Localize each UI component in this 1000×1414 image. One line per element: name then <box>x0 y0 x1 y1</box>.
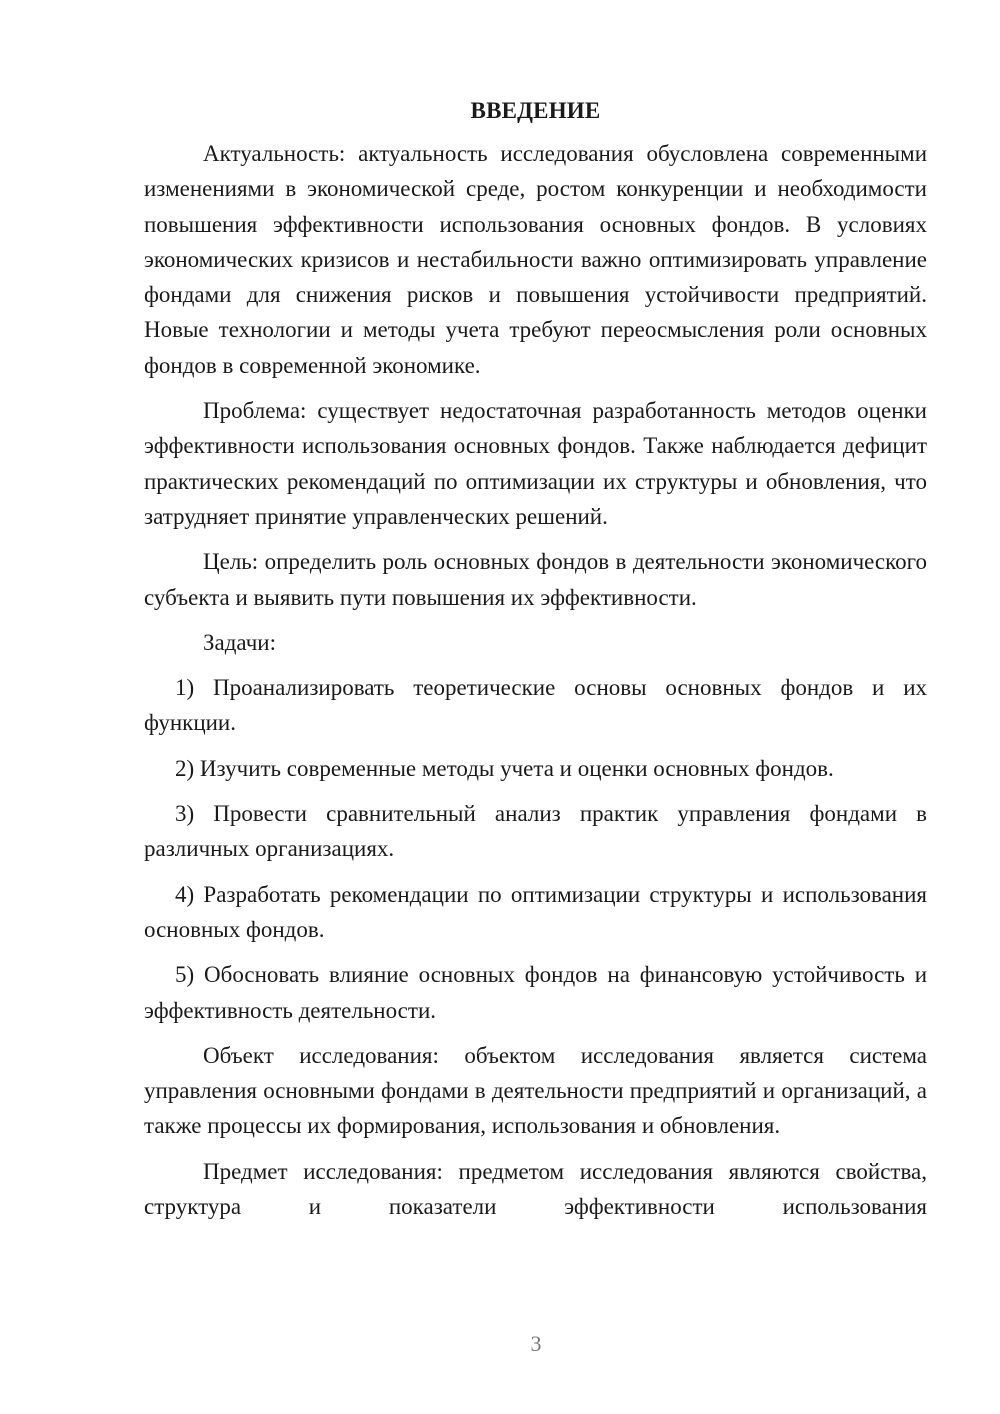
tasks-label: Задачи: <box>203 629 276 655</box>
section-heading: ВВЕДЕНИЕ <box>470 98 601 123</box>
task-item: 2) Изучить современные методы учета и оценки основных фондов. <box>175 755 834 781</box>
subject-paragraph: Предмет исследования: предметом исследования являются свойства, структура и показатели эффективности использования <box>144 1158 927 1220</box>
task-item: 1) Проанализировать теоретические основы основных фондов и их функции. <box>144 675 927 736</box>
document-page <box>144 96 927 1224</box>
problem-paragraph: Проблема: существует недостаточная разработанность методов оценки эффективности использования основных фондов. Также наблюдается дефицит практических рекомендаций по оптимизации их структуры и обновления, что затрудняет принятие управленческих решений. <box>144 398 927 529</box>
task-item: 5) Обосновать влияние основных фондов на финансовую устойчивость и эффективность деятельности. <box>144 962 927 1023</box>
task-item: 3) Провести сравнительный анализ практик управления фондами в различных организациях. <box>144 801 927 862</box>
goal-paragraph: Цель: определить роль основных фондов в деятельности экономического субъекта и выявить пути повышения их эффективности. <box>144 549 927 610</box>
object-paragraph: Объект исследования: объектом исследования является система управления основными фондами в деятельности предприятий и организаций, а также процессы их формирования, использования и обновления. <box>144 1042 927 1139</box>
task-item: 4) Разработать рекомендации по оптимизации структуры и использования основных фондов. <box>144 881 927 942</box>
relevance-paragraph: Актуальность: актуальность исследования обусловлена современными изменениями в экономической среде, ростом конкуренции и необходимости повышения эффективности использования основных фондов. В условиях экономических кризисов и нестабильности важно оптимизировать управление фондами для снижения рисков и повышения устойчивости предприятий. Новые технологии и методы учета требуют переосмысления роли основных фондов в современной экономике. <box>144 141 927 378</box>
page-number: 3 <box>530 1331 542 1356</box>
